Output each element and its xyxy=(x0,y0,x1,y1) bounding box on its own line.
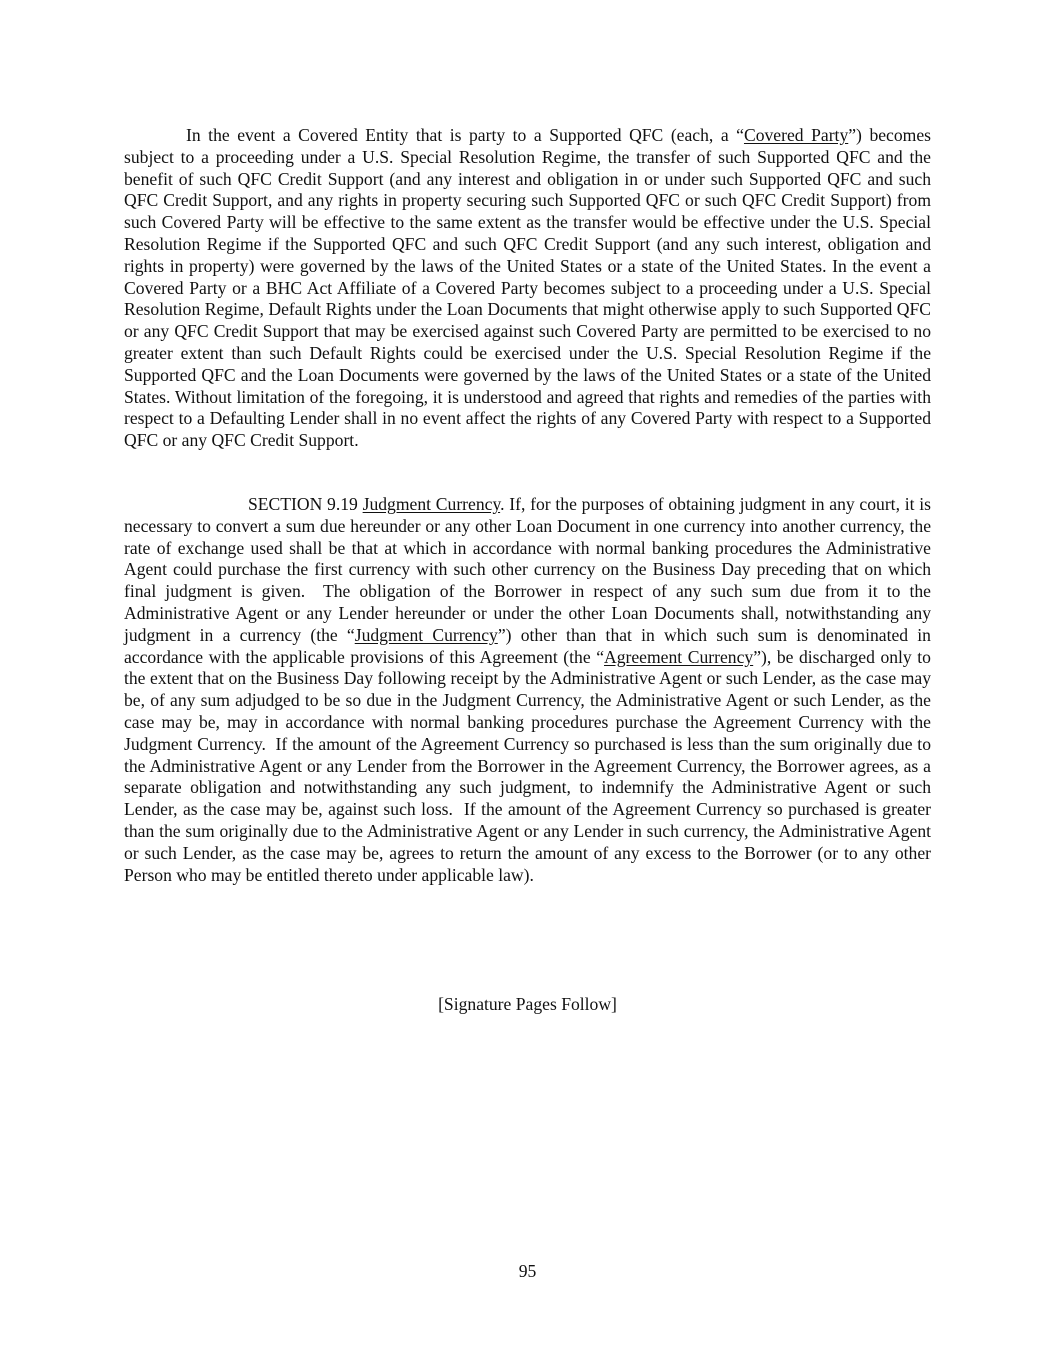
qfc-text-part-1: In the event a Covered Entity that is party to a Supported QFC (each, a “ xyxy=(186,125,744,145)
defined-term-covered-party: Covered Party xyxy=(743,125,849,145)
defined-term-judgment-currency: Judgment Currency xyxy=(354,624,498,645)
section-9-19-paragraph xyxy=(124,494,931,886)
qfc-text-part-2: ”) becomes subject to a proceeding under a U.S. Special Resolution Regime, the transfer of such Supported QFC and the benefit of such QFC Credit Support (and any interest and obligation in or under such Supported QFC and such QFC Credit Support, and any rights in property securing such Supported QFC or such QFC Credit Support) from such Covered Party will be effective to the same extent as the transfer would be effective under the U.S. Special Resolution Regime if the Supported QFC and such QFC Credit Support (and any such interest, obligation and rights in property) were governed by the laws of the United States or a state of the United States. In the event a Covered Party or a BHC Act Affiliate of a Covered Party becomes subject to a proceeding under a U.S. Special Resolution Regime, Default Rights under the Loan Documents that might otherwise apply to such Supported QFC or any QFC Credit Support that may be exercised against such Covered Party are permitted to be exercised to no greater extent than such Default Rights could be exercised under the U.S. Special Resolution Regime if the Supported QFC and the Loan Documents were governed by the laws of the United States or a state of the United States. Without limitation of the foregoing, it is understood and agreed that rights and remedies of the parties with respect to a Defaulting Lender shall in no event affect the rights of any Covered Party with respect to a Supported QFC or any QFC Credit Support. xyxy=(124,125,931,451)
qfc-paragraph xyxy=(124,125,931,452)
section-text-part-1: . If, for the purposes of obtaining judgment in any court, it is necessary to convert a sum due hereunder or any other Loan Document in one currency into another currency, the rate of exchange used shall be that at which in accordance with normal banking procedures the Administrative Agent could purchase the first currency with such other currency on the Business Day preceding that on which final judgment is given. The obligation of the Borrower in respect of any such sum due from it to the Administrative Agent or any Lender hereunder or under the other Loan Documents shall, notwithstanding any judgment in a currency (the “ xyxy=(124,494,931,645)
section-number: SECTION 9.19 xyxy=(248,494,358,514)
page-number: 95 xyxy=(518,1261,537,1281)
section-heading: Judgment Currency xyxy=(362,494,501,514)
section-text-part-2: ”) other than that in which such sum is denominated in accordance with the applicable provisions of this Agreement (the “ xyxy=(124,624,931,667)
signature-pages-notice: [Signature Pages Follow] xyxy=(438,994,617,1014)
section-text-part-3: ”), be discharged only to the extent that on the Business Day following receipt by the Administrative Agent or such Lender, as the case may be, of any sum adjudged to be so due in the Judgment Currency, the Administrative Agent or such Lender, as the case may be, may in accordance with normal banking procedures purchase the Agreement Currency with the Judgment Currency. If the amount of the Agreement Currency so purchased is less than the sum originally due to the Administrative Agent or any Lender from the Borrower in the Agreement Currency, the Borrower agrees, as a separate obligation and notwithstanding any such judgment, to indemnify the Administrative Agent or such Lender, as the case may be, against such loss. If the amount of the Agreement Currency so purchased is greater than the sum originally due to the Administrative Agent or any Lender in such currency, the Administrative Agent or such Lender, as the case may be, agrees to return the amount of any excess to the Borrower (or to any other Person who may be entitled thereto under applicable law). xyxy=(124,646,931,885)
defined-term-agreement-currency: Agreement Currency xyxy=(604,646,754,667)
